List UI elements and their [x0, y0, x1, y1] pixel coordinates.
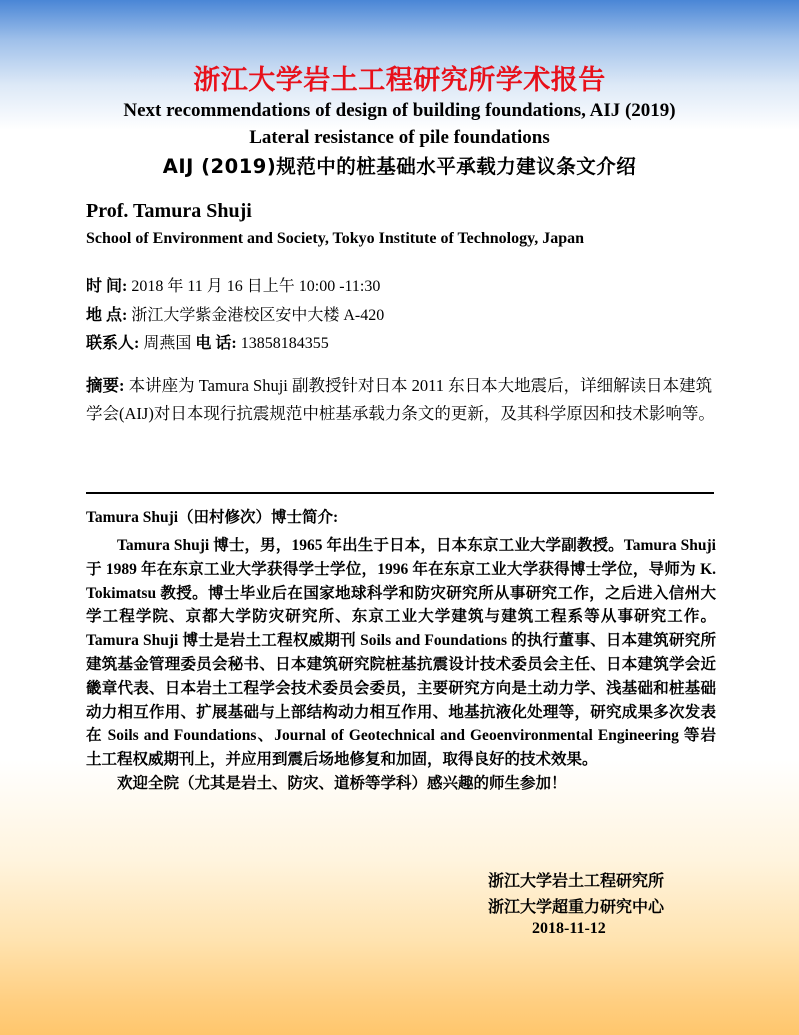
place-row	[86, 302, 384, 325]
contact-value: 周燕国	[139, 335, 196, 352]
time-label: 时 间:	[86, 278, 128, 295]
bio-heading: Tamura Shuji（田村修次）博士简介:	[86, 509, 339, 526]
section-divider	[86, 492, 714, 494]
place-label: 地 点:	[86, 307, 128, 324]
contact-label: 联系人:	[86, 335, 140, 352]
poster-title: 浙江大学岩土工程研究所学术报告	[193, 65, 606, 95]
bio-section	[86, 534, 716, 796]
contact-row	[86, 330, 329, 353]
english-title-line-2: Lateral resistance of pile foundations	[249, 127, 550, 148]
abstract	[86, 372, 716, 428]
phone-label: 电 话:	[195, 335, 237, 352]
organizer-1: 浙江大学岩土工程研究所	[488, 873, 665, 890]
abstract-text: 本讲座为 Tamura Shuji 副教授针对日本 2011 东日本大地震后，详细解读日本建筑学会(AIJ)对日本现行抗震规范中桩基承载力条文的更新，及其科学原因和技术影响等。	[86, 376, 715, 423]
phone-value: 13858184355	[236, 335, 329, 352]
place-value: 浙江大学紫金港校区安中大楼 A-420	[127, 307, 385, 324]
bio-paragraph: Tamura Shuji 博士，男，1965 年出生于日本，日本东京工业大学副教授。Tamura Shuji 于 1989 年在东京工业大学获得学士学位，1996 年在东京工业大学获得博士学位，导师为 K. Tokimatsu 教授。博士毕业后在国家地球科学和防灾研究所从事研究工作，之后进入信州大学工程学院、京都大学防灾研究所、东京工业大学建筑与建筑工程系等从事研究工作。Tamura Shuji 博士是岩土工程权威期刊 Soils and Foundations 的执行董事、日本建筑研究所建筑基金管理委员会秘书、日本建筑研究院桩基抗震设计技术委员会主任、日本建筑学会近畿章代表、日本岩土工程学会技术委员会委员，主要研究方向是土动力学、浅基础和桩基础动力相互作用、扩展基础与上部结构动力相互作用、地基抗液化处理等，研究成果多次发表在 Soils and Foundations、Journal of Geotechnical and Geoenvironmental Engineering 等岩土工程权威期刊上，并应用到震后场地修复和加固，取得良好的技术效果。	[86, 537, 716, 769]
issue-date: 2018-11-12	[532, 920, 606, 937]
speaker-affiliation: School of Environment and Society, Tokyo Institute of Technology, Japan	[86, 230, 585, 247]
time-value: 2018 年 11 月 16 日上午 10:00 -11:30	[127, 278, 381, 295]
speaker-name: Prof. Tamura Shuji	[86, 200, 252, 222]
welcome-line: 欢迎全院（尤其是岩土、防灾、道桥等学科）感兴趣的师生参加！	[117, 774, 567, 792]
abstract-label: 摘要:	[86, 376, 125, 395]
organizer-2: 浙江大学超重力研究中心	[488, 899, 665, 916]
time-row	[86, 273, 380, 296]
english-title-line-1: Next recommendations of design of building foundations, AIJ (2019)	[123, 100, 676, 121]
chinese-subtitle: AIJ (2019)规范中的桩基础水平承载力建议条文介绍	[162, 155, 637, 178]
